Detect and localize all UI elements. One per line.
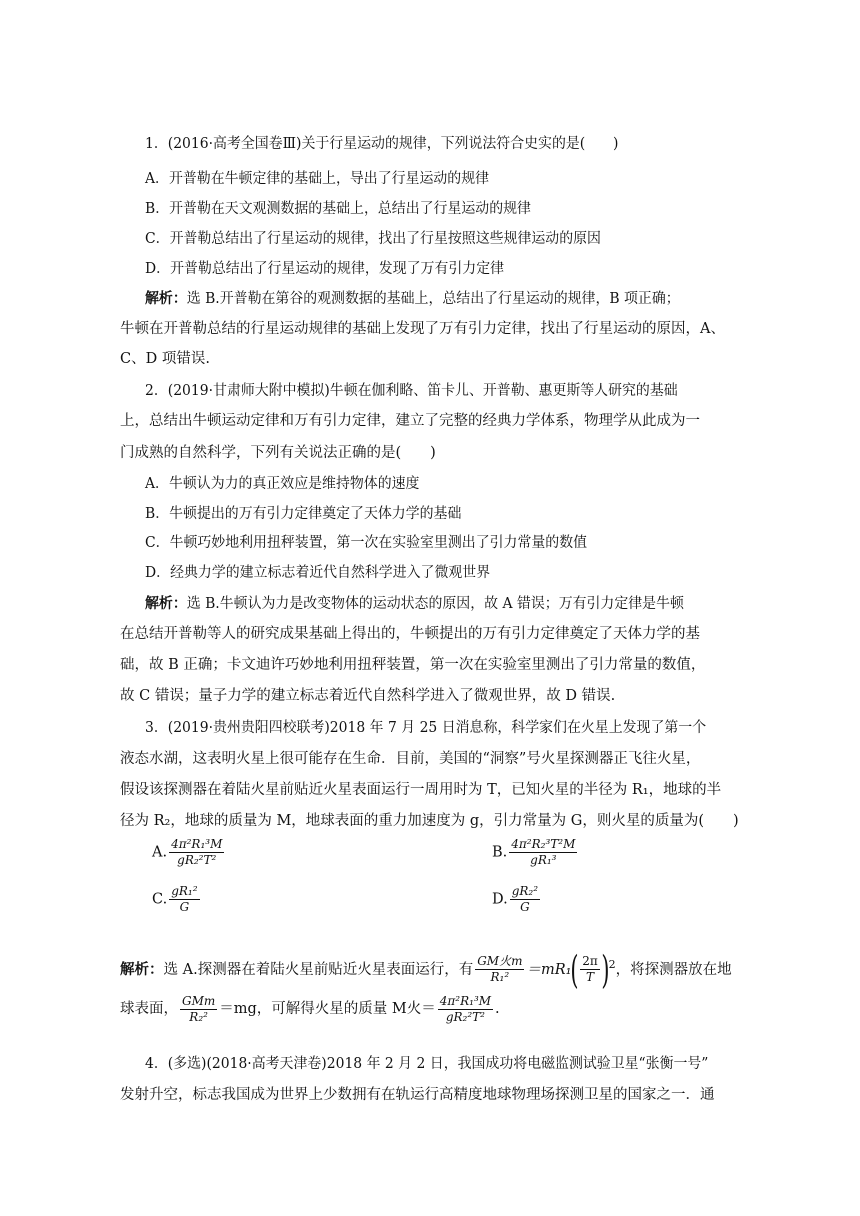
q1-answer-line-1 bbox=[145, 289, 740, 309]
q2-option-a: A．牛顿认为力的真正效应是维持物体的速度 bbox=[145, 476, 420, 492]
q3-answer2-fraction-2 bbox=[438, 994, 493, 1025]
q3-answer-fraction-1 bbox=[475, 954, 524, 985]
q1-option-c: C．开普勒总结出了行星运动的规律，找出了行星按照这些规律运动的原因 bbox=[145, 231, 601, 247]
q3-option-a bbox=[152, 837, 226, 868]
q2-option-d: D．经典力学的建立标志着近代自然科学进入了微观世界 bbox=[145, 565, 491, 581]
q2-stem-line-1: 2．(2019·甘肃师大附中模拟)牛顿在伽利略、笛卡儿、开普勒、惠更斯等人研究的基础 bbox=[145, 383, 678, 399]
q3-option-d-fraction bbox=[510, 884, 540, 915]
q3-answer-fraction-1-den: R₁² bbox=[490, 970, 510, 985]
q3-option-d-numerator: gR₂² bbox=[511, 884, 539, 898]
q3-option-d bbox=[492, 884, 542, 915]
q3-option-a-numerator: 4π²R₁³M bbox=[171, 837, 223, 851]
q1-option-b: B．开普勒在天文观测数据的基础上，总结出了行星运动的规律 bbox=[145, 201, 531, 217]
q3-answer2-fraction-1 bbox=[180, 994, 217, 1025]
q4-stem-line-2: 发射升空，标志我国成为世界上少数拥有在轨运行高精度地球物理场探测卫星的国家之一．通 bbox=[120, 1087, 715, 1103]
q3-option-b bbox=[492, 837, 579, 868]
q3-option-c-label: C. bbox=[152, 891, 168, 908]
q3-stem-line-2: 液态水湖，这表明火星上很可能存在生命．目前，美国的“洞察”号火星探测器正飞往火星， bbox=[120, 751, 701, 767]
q3-answer2-post: . bbox=[495, 1001, 500, 1017]
q3-option-c-denominator: G bbox=[179, 900, 190, 914]
q3-answer-line-2 bbox=[120, 992, 740, 1026]
q3-option-c bbox=[152, 884, 202, 915]
q3-answer-fraction-2-den: T bbox=[586, 970, 595, 985]
q3-option-c-fraction bbox=[169, 884, 199, 915]
q3-stem-line-4: 径为 R₂，地球的质量为 M，地球表面的重力加速度为 g，引力常量为 G，则火星的质量为( ) bbox=[120, 813, 739, 829]
q3-answer2-fraction-2-den: gR₂²T² bbox=[445, 1009, 485, 1024]
q2-answer-label: 解析： bbox=[145, 595, 187, 612]
q3-option-b-numerator: 4π²R₂³T²M bbox=[511, 837, 576, 851]
q1-answer-label: 解析： bbox=[145, 290, 187, 307]
q3-answer-fraction-1-num: GM火m bbox=[477, 954, 523, 969]
q3-answer2-fraction-1-num: GMm bbox=[182, 993, 216, 1008]
q1-stem: 1．(2016·高考全国卷Ⅲ)关于行星运动的规律，下列说法符合史实的是( ) bbox=[145, 136, 619, 152]
q2-option-c: C．牛顿巧妙地利用扭秤装置，第一次在实验室里测出了引力常量的数值 bbox=[145, 535, 588, 551]
q3-answer-mid: ＝mR₁ bbox=[526, 961, 572, 978]
q3-answer2-mid: ＝mg，可解得火星的质量 M火＝ bbox=[219, 1001, 436, 1017]
q1-option-d: D．开普勒总结出了行星运动的规律，发现了万有引力定律 bbox=[145, 261, 505, 277]
q3-answer-fraction-2-num: 2π bbox=[582, 954, 598, 969]
q2-answer-line-4: 故 C 错误；量子力学的建立标志着近代自然科学进入了微观世界，故 D 错误. bbox=[120, 688, 616, 704]
left-paren-symbol: ( bbox=[570, 947, 579, 992]
q3-option-d-label: D. bbox=[492, 891, 508, 908]
q3-option-a-label: A. bbox=[152, 844, 168, 861]
q3-stem-line-3: 假设该探测器在着陆火星前贴近火星表面运行一周用时为 T，已知火星的半径为 R₁，地球的半 bbox=[120, 782, 722, 798]
q1-answer-line-3: C、D 项错误. bbox=[120, 351, 210, 367]
q3-answer-exponent: 2 bbox=[608, 958, 616, 971]
q2-answer-text-1: 选 B.牛顿认为力是改变物体的运动状态的原因，故 A 错误；万有引力定律是牛顿 bbox=[186, 596, 684, 612]
q3-answer2-fraction-1-den: R₂² bbox=[189, 1009, 208, 1024]
right-paren-symbol: ) bbox=[601, 947, 610, 992]
q3-answer-label: 解析： bbox=[120, 960, 164, 978]
q1-option-a: A．开普勒在牛顿定律的基础上，导出了行星运动的规律 bbox=[145, 171, 490, 187]
q1-answer-text-1: 选 B.开普勒在第谷的观测数据的基础上，总结出了行星运动的规律，B 项正确； bbox=[186, 291, 680, 307]
q2-answer-line-3: 础，故 B 正确；卡文迪许巧妙地利用扭秤装置，第一次在实验室里测出了引力常量的数值， bbox=[120, 657, 706, 673]
q3-answer-pre: 选 A.探测器在着陆火星前贴近火星表面运行，有 bbox=[163, 961, 474, 978]
q3-option-a-denominator: gR₂²T² bbox=[177, 853, 217, 867]
q2-answer-line-1 bbox=[145, 594, 740, 614]
q3-option-b-fraction bbox=[509, 837, 577, 868]
q2-answer-line-2: 在总结开普勒等人的研究成果基础上得出的，牛顿提出的万有引力定律奠定了天体力学的基 bbox=[120, 626, 700, 642]
q3-answer2-fraction-2-num: 4π²R₁³M bbox=[439, 993, 492, 1008]
q3-option-a-fraction bbox=[169, 837, 224, 868]
q3-answer-post: ，将探测器放在地 bbox=[615, 961, 732, 978]
q3-answer-fraction-2 bbox=[580, 954, 600, 985]
q3-option-b-denominator: gR₁³ bbox=[530, 853, 557, 867]
q3-option-c-numerator: gR₁² bbox=[171, 884, 198, 898]
q2-option-b: B．牛顿提出的万有引力定律奠定了天体力学的基础 bbox=[145, 506, 462, 522]
q3-option-d-denominator: G bbox=[520, 900, 530, 914]
q3-option-b-label: B. bbox=[492, 844, 508, 861]
q3-answer-line-1 bbox=[120, 947, 740, 992]
q3-stem-line-1: 3．(2019·贵州贵阳四校联考)2018 年 7 月 25 日消息称，科学家们在火星上发现了第一个 bbox=[145, 720, 707, 736]
q4-stem-line-1: 4．(多选)(2018·高考天津卷)2018 年 2 月 2 日，我国成功将电磁监测试验卫星“张衡一号” bbox=[145, 1056, 709, 1072]
q2-stem-line-2: 上，总结出牛顿运动定律和万有引力定律，建立了完整的经典力学体系，物理学从此成为一 bbox=[120, 413, 700, 429]
q3-answer2-pre: 球表面， bbox=[120, 1001, 178, 1017]
q2-stem-line-3: 门成熟的自然科学，下列有关说法正确的是( ) bbox=[120, 445, 436, 461]
q1-answer-line-2: 牛顿在开普勒总结的行星运动规律的基础上发现了万有引力定律，找出了行星运动的原因，A、 bbox=[120, 321, 725, 337]
